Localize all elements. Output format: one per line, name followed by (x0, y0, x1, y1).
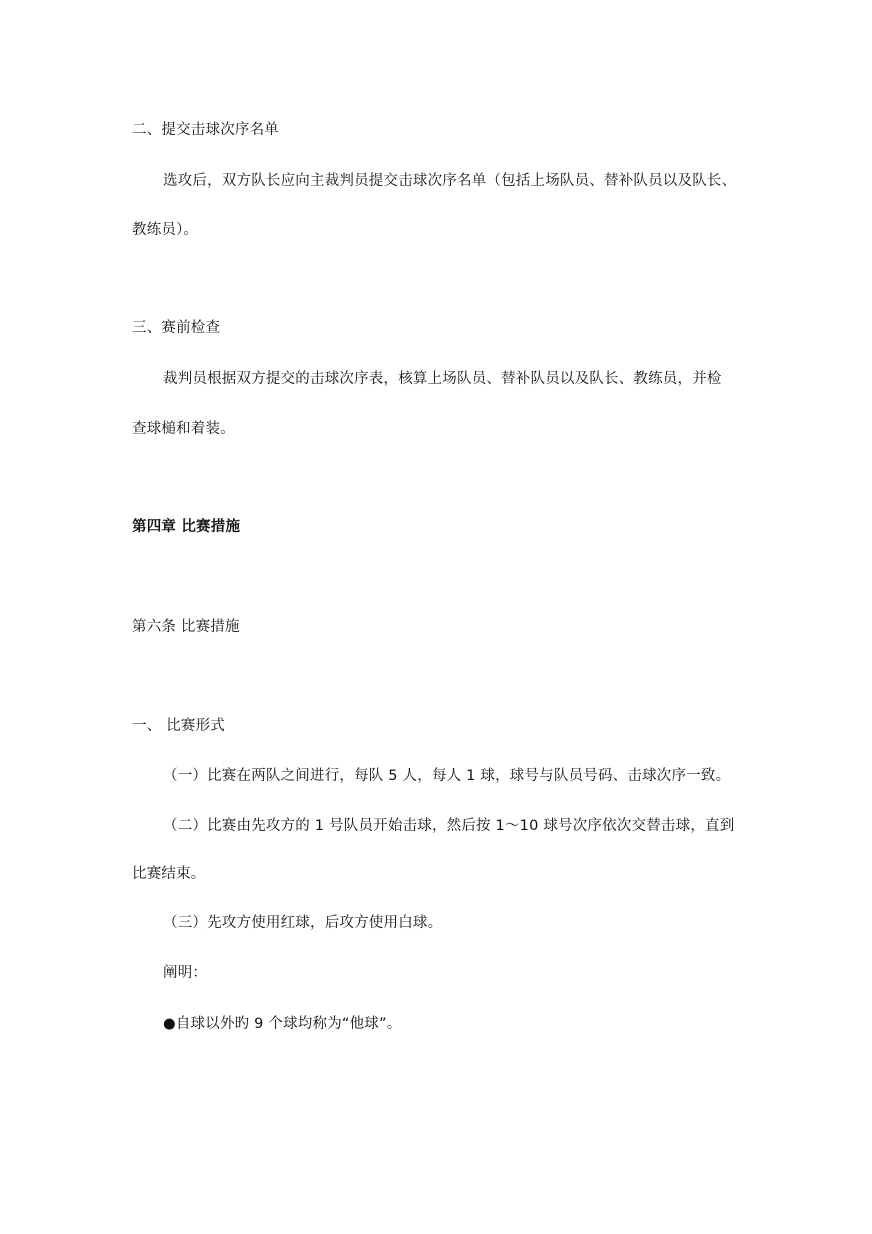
paragraph-line: 教练员）。 (132, 222, 199, 238)
chapter-title: 第四章 比赛措施 (132, 519, 241, 535)
article-title: 第六条 比赛措施 (132, 619, 240, 635)
section-heading-pre-match-check: 三、赛前检查 (132, 320, 221, 336)
rule-item-3: （三）先攻方使用红球，后攻方使用白球。 (163, 915, 443, 931)
paragraph-line: 选攻后，双方队长应向主裁判员提交击球次序名单（包括上场队员、替补队员以及队长、 (163, 173, 737, 189)
paragraph-line: 查球槌和着装。 (132, 421, 235, 437)
rule-item-1: （一）比赛在两队之间进行，每队 5 人，每人 1 球，球号与队员号码、击球次序一致。 (163, 768, 731, 784)
part-heading-match-format: 一、 比赛形式 (132, 718, 226, 734)
bullet-item: ●自球以外旳 9 个球均称为“他球”。 (163, 1016, 402, 1032)
paragraph-line: 裁判员根据双方提交的击球次序表，核算上场队员、替补队员以及队长、教练员，并检 (163, 371, 722, 387)
rule-item-2-continued: 比赛结束。 (132, 866, 206, 882)
note-label: 阐明： (163, 965, 208, 981)
section-heading-submit-order: 二、提交击球次序名单 (132, 122, 279, 138)
rule-item-2: （二）比赛由先攻方的 1 号队员开始击球，然后按 1～10 球号次序依次交替击球，直到 (163, 818, 735, 834)
